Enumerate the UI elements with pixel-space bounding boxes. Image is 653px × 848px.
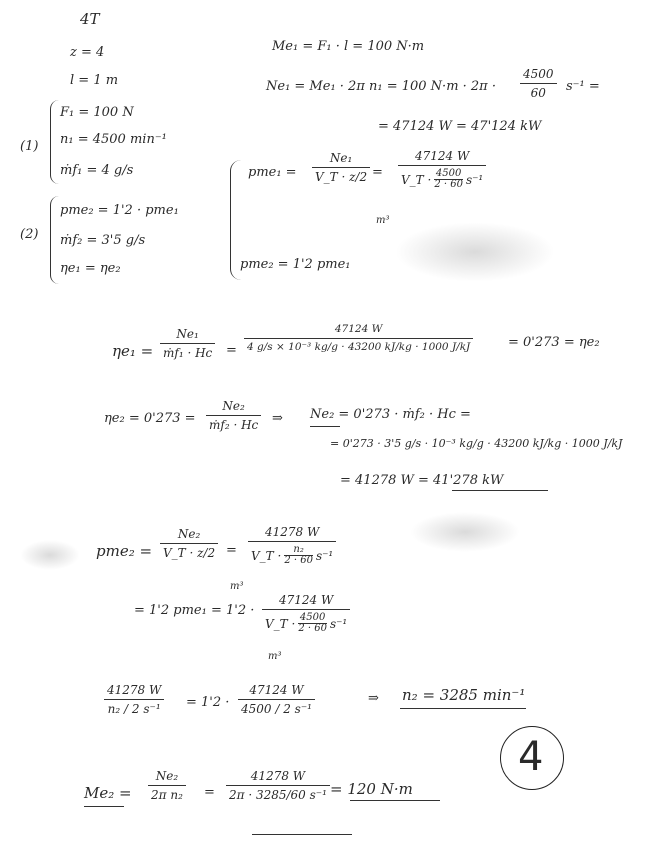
me2-equals: =: [204, 785, 215, 800]
case1-speed: n₁ = 4500 min⁻¹: [60, 132, 167, 147]
engine-type: 4T: [80, 10, 100, 28]
power-result: = 47124 W = 47'124 kW: [378, 119, 542, 134]
eta1-fraction2: 47124 W 4 g/s × 10⁻³ kg/g · 43200 kJ/kg · 1000 J/kJ: [244, 324, 473, 352]
me2-fraction2: 41278 W 2π · 3285/60 s⁻¹: [226, 770, 330, 801]
case2-fuel: ṁf₂ = 3'5 g/s: [60, 233, 146, 248]
smudge-2: [410, 512, 520, 552]
eta2-lhs: ηe₂ = 0'273 =: [104, 411, 196, 426]
pme2-lhs: pme₂ =: [96, 542, 153, 560]
smudge-3: [20, 540, 80, 570]
pme2-fraction: Ne₂ V_T · z/2: [160, 528, 218, 559]
ne2-underline: [310, 426, 340, 427]
power-speed-fraction: 4500 60: [520, 68, 557, 99]
n2-equals: = 1'2 ·: [186, 695, 230, 710]
implies-arrow-2: ⇒: [368, 691, 379, 706]
pme1-fraction2: 47124 W V_T · 4500 2 · 60 s⁻¹: [398, 150, 486, 190]
case2-label: (2): [20, 227, 39, 242]
ne2-eq1: Ne₂ = 0'273 · ṁf₂ · Hc =: [310, 407, 471, 422]
eta1-fraction: Ne₁ ṁf₁ · Hc: [160, 328, 215, 359]
eta1-result: = 0'273 = ηe₂: [508, 335, 600, 350]
case1-label: (1): [20, 139, 39, 154]
me2-lhs: Me₂ =: [84, 784, 132, 802]
pme2-line2-fraction: 47124 W V_T · 4500 2 · 60 s⁻¹: [262, 594, 350, 634]
pme2-line2: = 1'2 pme₁ = 1'2 ·: [134, 603, 255, 618]
ne2-result-underline: [452, 490, 548, 491]
eta1-equals: =: [226, 343, 237, 358]
cylinders: z = 4: [70, 45, 105, 60]
me2-result-underline: [350, 800, 440, 801]
me2-underline: [84, 806, 124, 807]
n2-result: n₂ = 3285 min⁻¹: [402, 686, 526, 704]
pme1-equals: =: [372, 165, 383, 180]
pme1-fraction: Ne₁ V_T · z/2: [312, 152, 370, 183]
pme2-fraction2: 41278 W V_T · n₂ 2 · 60 s⁻¹: [248, 526, 336, 566]
pme1-m3: m³: [376, 215, 390, 226]
eta2-fraction: Ne₂ ṁf₂ · Hc: [206, 400, 261, 431]
eta1-lhs: ηe₁ =: [112, 342, 154, 360]
power-eq-lhs: Ne₁ = Me₁ · 2π n₁ = 100 N·m · 2π ·: [266, 79, 496, 94]
pme2-equals: =: [226, 543, 237, 558]
ne2-eq2: = 0'273 · 3'5 g/s · 10⁻³ kg/g · 43200 kJ/kg · 1000 J/kJ: [330, 437, 623, 450]
pme1-lhs: pme₁ =: [248, 165, 297, 180]
me2-fraction: Ne₂ 2π n₂: [148, 770, 186, 801]
case1-force: F₁ = 100 N: [60, 105, 134, 120]
torque-eq: Me₁ = F₁ · l = 100 N·m: [272, 39, 425, 54]
me2-result: = 120 N·m: [330, 780, 413, 798]
smudge-1: [395, 222, 555, 282]
ne2-result: = 41278 W = 41'278 kW: [340, 473, 504, 488]
pme2-relation: pme₂ = 1'2 pme₁: [240, 257, 351, 272]
implies-arrow-1: ⇒: [272, 411, 283, 426]
case1-fuel: ṁf₁ = 4 g/s: [60, 163, 134, 178]
n2-fraction1: 41278 W n₂ / 2 s⁻¹: [104, 684, 164, 715]
pme2-m3b: m³: [268, 651, 282, 662]
grade-number: 4: [518, 734, 544, 780]
n2-result-underline: [400, 708, 526, 709]
case2-pme: pme₂ = 1'2 · pme₁: [60, 203, 179, 218]
n2-fraction2: 47124 W 4500 / 2 s⁻¹: [238, 684, 315, 715]
lever-length: l = 1 m: [70, 73, 119, 88]
bottom-stroke: [252, 834, 352, 835]
case2-eta: ηe₁ = ηe₂: [60, 261, 121, 276]
case2-brace: [50, 196, 59, 284]
case1-brace: [50, 100, 59, 184]
pme2-m3a: m³: [230, 581, 244, 592]
power-eq-unit: s⁻¹ =: [566, 79, 600, 94]
